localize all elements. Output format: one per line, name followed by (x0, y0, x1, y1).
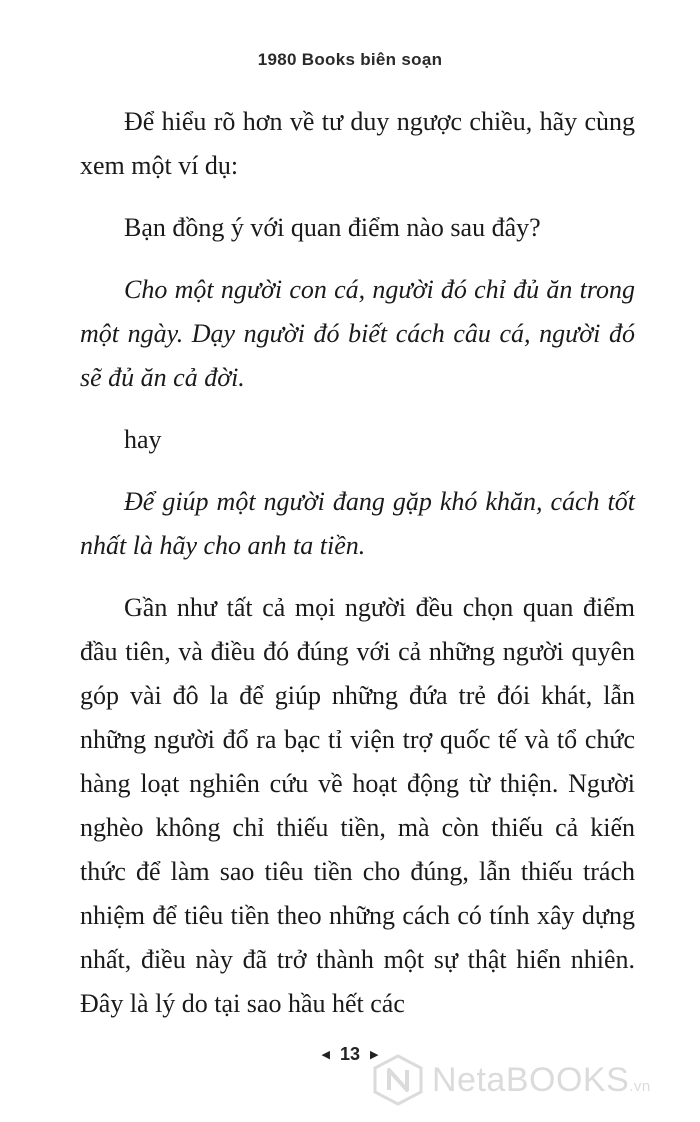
paragraph-option-one: Cho một người con cá, người đó chỉ đủ ăn trong một ngày. Dạy người đó biết cách câu cá, người đó sẽ đủ ăn cả đời. (80, 275, 635, 392)
left-triangle-icon: ◀ (321, 1049, 330, 1061)
watermark-text (432, 1061, 651, 1100)
paragraph-intro: Để hiểu rõ hơn về tư duy ngược chiều, hãy cùng xem một ví dụ: (80, 107, 635, 180)
right-triangle-icon: ▶ (370, 1049, 379, 1061)
page-number: 13 (339, 1044, 361, 1064)
paragraph-discussion: Gần như tất cả mọi người đều chọn quan điểm đầu tiên, và điều đó đúng với cả những người quyên góp vài đô la để giúp những đứa trẻ đói khát, lẫn những người đổ ra bạc tỉ viện trợ quốc tế và tổ chức hàng loạt nghiên cứu về hoạt động từ thiện. Người nghèo không chỉ thiếu tiền, mà còn thiếu cả kiến thức để làm sao tiêu tiền cho đúng, lẫn thiếu trách nhiệm để tiêu tiền theo những cách có tính xây dựng nhất, điều này đã trở thành một sự thật hiển nhiên. Đây là lý do tại sao hầu hết các (80, 593, 635, 1018)
running-header: 1980 Books biên soạn (257, 50, 443, 69)
paragraph-option-two: Để giúp một người đang gặp khó khăn, cách tốt nhất là hãy cho anh ta tiền. (80, 487, 635, 560)
watermark (372, 1050, 692, 1110)
paragraph-or: hay (124, 425, 162, 454)
watermark-suffix: .vn (629, 1077, 651, 1095)
paragraph-question: Bạn đồng ý với quan điểm nào sau đây? (124, 213, 541, 242)
netabooks-logo-icon (372, 1054, 424, 1106)
watermark-brand: NetaBOOKS (432, 1060, 630, 1099)
page-body (80, 100, 635, 1026)
